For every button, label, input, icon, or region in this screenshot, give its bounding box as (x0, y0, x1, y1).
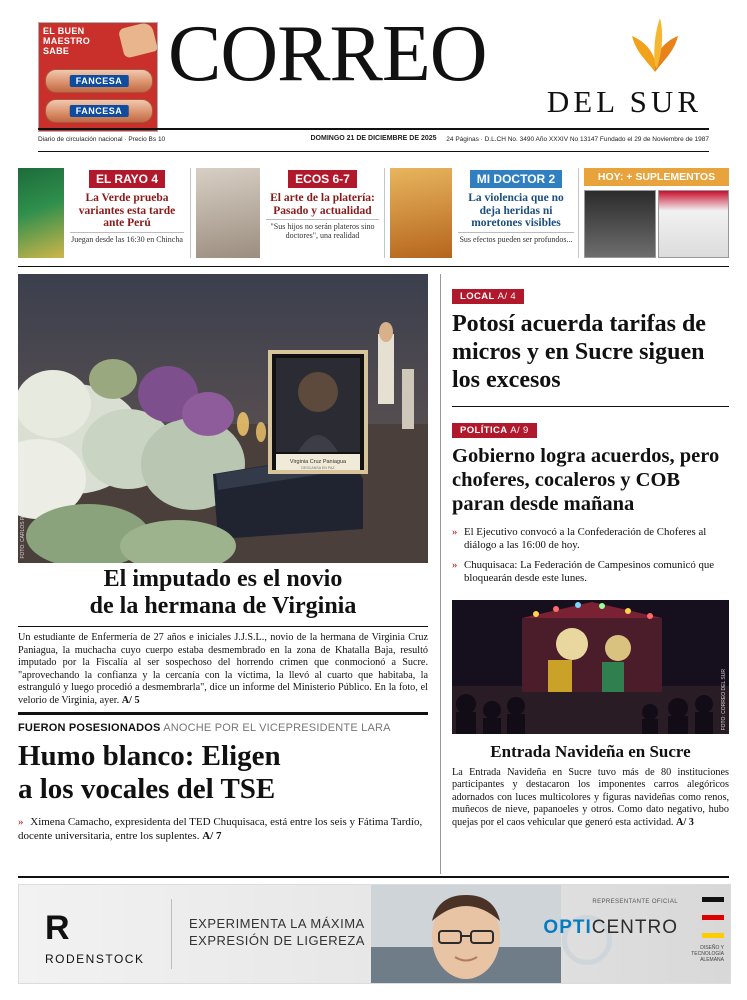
right-story-local[interactable] (452, 286, 729, 394)
teaser-headline-2: El arte de la platería: Pasado y actualidad (270, 192, 375, 217)
brand-label-2: FANCESA (70, 105, 129, 117)
masthead-divider-2 (38, 151, 709, 152)
right-divider-1 (452, 406, 729, 407)
right-story-photo (452, 600, 729, 734)
list-item (452, 526, 729, 552)
masthead-divider (38, 128, 709, 130)
teaser-photo-ecos (196, 168, 260, 258)
teaser-suplementos[interactable] (584, 168, 729, 258)
logo-subtitle: DEL SUR (546, 84, 702, 119)
ad-slogan (189, 915, 365, 949)
masthead-ad-fancesa[interactable] (38, 22, 158, 132)
model-illustration (371, 885, 561, 983)
teaser-headline: La Verde prueba variantes esta tarde ante Perú (78, 192, 176, 229)
ad-divider (171, 899, 172, 969)
bullet-text-2: Chuquisaca: La Federación de Campesinos comunicó que bloquearán desde este lunes. (464, 559, 715, 584)
ad-model-photo (371, 885, 561, 983)
second-kicker-rest: ANOCHE POR EL VICEPRESIDENTE LARA (163, 722, 391, 734)
teaser-sub-2: "Sus hijos no serán plateros sino doctores", una realidad (266, 219, 379, 240)
teaser-badge-3: MI DOCTOR 2 (470, 170, 562, 188)
teaser-photo-midoctor (390, 168, 452, 258)
second-kicker (18, 722, 428, 734)
chevron-icon: » (452, 559, 458, 571)
meta-date: DOMINGO 21 DE DICIEMBRE DE 2025 (310, 135, 437, 142)
meta-left: Diario de circulación nacional · Precio Bs 10 (38, 136, 166, 143)
lead-body-paragraph: Un estudiante de Enfermería de 27 años e iniciales J.J.S.L., novio de la hermana de Virginia Cruz Paniagua, la muchacha cuyo cuerpo estaba desmembrado en la zona de Khatalla Baja, resultó imputado por la Fiscalía al ser sospechoso del horrendo crimen que conmocionó a Sucre. "aprovechando la confianza y la cercanía con la víctima, la llevó al cuarto que habitaba, la estranguló y luego procedió a desmembrarla", dice un informe del Ministerio Público. En la foto, el velorio de Virginia, ayer. (18, 632, 428, 706)
teaser-headline-3: La violencia que no deja heridas ni moretones visibles (468, 192, 564, 229)
ad-slogan-line2: EXPRESIÓN DE LIGEREZA (189, 933, 365, 948)
column-divider (440, 274, 441, 874)
main-divider (18, 266, 729, 267)
section-tag-politica[interactable] (452, 423, 537, 438)
meta-right: 24 Páginas · D.L.CH No. 3490 Año XXXIV No 13147 Fundado el 29 de Noviembre de 1987 (446, 136, 709, 143)
second-bullet-text: Ximena Camacho, expresidenta del TED Chuquisaca, está entre los seis y Fátima Tardío, docente universitaria, entre los suplentes. (18, 816, 423, 842)
flag-stripe-red (702, 915, 724, 920)
german-badge (691, 889, 724, 963)
teaser-badge-2: ECOS 6-7 (288, 170, 357, 188)
lead-headline (18, 566, 428, 620)
teaser-badge: EL RAYO 4 (89, 170, 165, 188)
teaser-ecos[interactable] (196, 168, 381, 258)
right-story-politica-bullets (452, 526, 729, 585)
right-story-navidena[interactable] (452, 742, 729, 829)
newspaper-logo (168, 10, 708, 122)
brand-label: FANCESA (70, 75, 129, 87)
second-headline-line2: a los vocales del TSE (18, 773, 276, 805)
leaf-icon (624, 16, 686, 74)
lead-body-text (18, 632, 428, 708)
chevron-icon: » (452, 526, 458, 538)
ad-line-2: MAESTRO (43, 36, 91, 46)
teaser-divider-2 (384, 168, 385, 258)
second-headline (18, 740, 433, 806)
section-tag-local-label: LOCAL (460, 291, 495, 302)
masthead (0, 0, 747, 143)
lead-divider (18, 626, 428, 627)
right-story-navidena-body: La Entrada Navideña en Sucre tuvo más de 80 instituciones participantes y destacaron los imponentes carros alegóricos adornados con luces multicolores y figuras navideñas como renos, muñecos de nieve, papanoeles y otros. Como dato negativo, hubo quejas por el caos vehicular que generó esta actividad. (452, 767, 729, 828)
second-page-ref[interactable]: A/ 7 (202, 830, 222, 842)
right-story-local-headline: Potosí acuerda tarifas de micros y en Sucre siguen los excesos (452, 311, 706, 393)
lead-photo-credit: FOTO: CARLOS RODRÍGUEZ / CORREO DEL SUR (20, 441, 26, 559)
teaser-photo-suplementos-2 (658, 190, 729, 258)
bottom-divider (18, 876, 729, 878)
teaser-midoctor[interactable] (390, 168, 576, 258)
second-kicker-bold: FUERON POSESIONADOS (18, 722, 161, 734)
ad-partner-logo[interactable] (543, 917, 678, 939)
ad-line-3: SABE (43, 46, 70, 56)
teaser-photo-elrayo (18, 168, 64, 258)
flag-stripe-gold (702, 933, 724, 938)
flag-stripe-black (702, 897, 724, 902)
german-line-1: DISEÑO Y (700, 945, 724, 951)
section-tag-local-page: A/ 4 (497, 291, 517, 302)
ad-line-1: EL BUEN (43, 26, 85, 36)
right-story-politica[interactable] (452, 420, 729, 592)
rodenstock-logo-mark: R (45, 909, 69, 947)
section-tag-politica-label: POLÍTICA (460, 425, 508, 436)
chevron-icon: » (18, 816, 24, 828)
teaser-sub: Juegan desde las 16:30 en Chincha (70, 232, 184, 244)
right-story-navidena-headline: Entrada Navideña en Sucre (490, 742, 691, 761)
second-headline-line1: Humo blanco: Eligen (18, 740, 281, 772)
partner-centro: CENTRO (591, 917, 678, 938)
german-line-2: TECNOLOGÍA (691, 951, 724, 957)
teaser-strip (18, 168, 729, 258)
logo-title: CORREO (168, 10, 487, 98)
section-tag-politica-page: A/ 9 (510, 425, 529, 436)
right-photo-credit: FOTO: CORREO DEL SUR (721, 668, 727, 730)
bottom-ad-rodenstock[interactable] (18, 884, 731, 984)
lead-headline-line1: El imputado es el novio (103, 566, 343, 592)
lead-photo-illustration (18, 274, 428, 563)
teaser-badge-4: HOY: + SUPLEMENTOS (584, 168, 729, 186)
left-section-divider (18, 712, 428, 715)
ad-slogan-line1: EXPERIMENTA LA MÁXIMA (189, 916, 365, 931)
svg-text:DESCANSA EN PAZ: DESCANSA EN PAZ (301, 466, 335, 470)
ad-representative-label: REPRESENTANTE OFICIAL (592, 899, 678, 905)
lead-headline-line2: de la hermana de Virginia (89, 593, 357, 619)
section-tag-local[interactable] (452, 289, 524, 304)
product-pack-2 (45, 99, 153, 123)
masthead-meta (38, 133, 709, 149)
teaser-elrayo[interactable] (18, 168, 188, 258)
svg-text:Virginia Cruz Paniagua: Virginia Cruz Paniagua (289, 459, 347, 465)
rodenstock-brand-name: RODENSTOCK (45, 952, 145, 966)
christmas-parade-illustration (452, 600, 729, 734)
lead-photo (18, 274, 428, 563)
partner-opti: OPTI (543, 917, 592, 938)
right-story-politica-headline: Gobierno logra acuerdos, pero choferes, cocaleros y COB paran desde mañana (452, 445, 720, 515)
teaser-divider-3 (578, 168, 579, 258)
bullet-text-1: El Ejecutivo convocó a la Confederación de Choferes al diálogo a las 16:00 de hoy. (464, 526, 707, 551)
ad-brand (45, 909, 144, 966)
hand-icon (118, 22, 158, 59)
teaser-divider-1 (190, 168, 191, 258)
lead-page-ref[interactable]: A/ 5 (121, 694, 140, 706)
second-bullet (18, 815, 428, 843)
product-pack-1 (45, 69, 153, 93)
right-story-navidena-page-ref[interactable]: A/ 3 (676, 816, 694, 828)
list-item (452, 559, 729, 585)
teaser-sub-3: Sus efectos pueden ser profundos... (458, 232, 574, 244)
german-line-3: ALEMANA (700, 957, 724, 963)
teaser-photo-suplementos (584, 190, 656, 258)
